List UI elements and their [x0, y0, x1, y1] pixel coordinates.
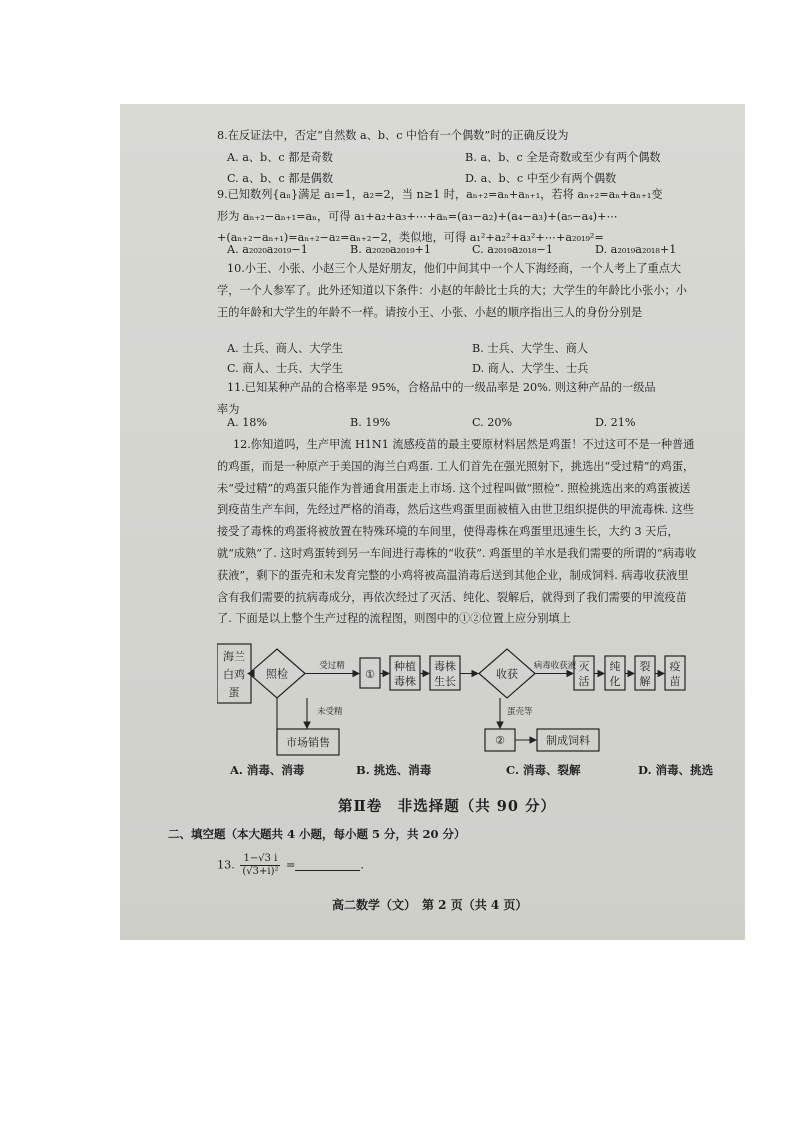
- flow-purify-l1: 纯: [609, 660, 621, 673]
- q12-option-c: C. 消毒、裂解: [506, 763, 581, 777]
- flow-harvest-label: 收获: [496, 667, 518, 681]
- flow-slot2-label: ②: [495, 734, 505, 747]
- q13-numerator: 1−√3 i: [240, 853, 280, 866]
- q9-option-c: C. a₂₀₁₉a₂₀₁₈−1: [472, 243, 553, 256]
- q8-option-a: A. a、b、c 都是奇数: [227, 151, 333, 164]
- q13-answer-blank: [295, 860, 360, 871]
- flow-slot1-label: ①: [365, 668, 375, 681]
- flow-plant-l2: 毒株: [394, 675, 416, 688]
- photo-of-exam-page: [120, 104, 745, 940]
- q9-option-b: B. a₂₀₂₀a₂₀₁₉+1: [350, 243, 432, 256]
- flow-egg-l3: 蛋: [228, 686, 240, 699]
- q11-option-a: A. 18%: [227, 416, 268, 429]
- q10-option-c: C. 商人、士兵、大学生: [227, 362, 343, 375]
- q13-fraction: [240, 853, 280, 878]
- flow-lyse-l1: 裂: [639, 660, 651, 673]
- section-2-title: 第Ⅱ卷 非选择题（共 90 分）: [338, 798, 556, 815]
- flow-plant-l1: 种植: [394, 660, 416, 673]
- q10-text: 10.小王、小张、小赵三个人是好朋友，他们中间其中一个人下海经商，一个人考上了重点大学，一个人参军了。此外还知道以下条件：小赵的年龄比士兵的大；大学生的年龄比小张小；小王的年龄和大学生的年龄不一样。请按小王、小张、小赵的顺序指出三人的身份分别是: [217, 262, 687, 319]
- q12-option-a: A. 消毒、消毒: [230, 763, 305, 777]
- q9-line3: +(aₙ₊₂−aₙ₊₁)=aₙ₊₂−a₂=aₙ₊₂−2，类似地，可得 a₁²+a₂²+a₃²+⋯+a₂₀₁₉²=: [217, 231, 604, 244]
- q13-equals: =: [286, 858, 296, 872]
- q11-option-b: B. 19%: [350, 416, 391, 429]
- q13-denominator: (√3+i)²: [242, 866, 279, 877]
- q8-option-c: C. a、b、c 都是偶数: [227, 172, 334, 185]
- flow-fertilized-label: 受过精: [319, 661, 345, 671]
- q11-line2: 率为: [217, 403, 240, 416]
- q10-option-a: A. 士兵、商人、大学生: [227, 342, 343, 355]
- flow-inactivate-l1: 灭: [578, 660, 590, 673]
- flow-lyse-l2: 解: [639, 675, 651, 688]
- q10-option-b: B. 士兵、大学生、商人: [472, 342, 589, 355]
- q12-option-d: D. 消毒、挑选: [638, 763, 714, 777]
- flow-liquid-label: 病毒收获液: [533, 661, 577, 671]
- flow-inspect-label: 照检: [266, 667, 288, 681]
- q12-option-b: B. 挑选、消毒: [356, 763, 432, 777]
- q8-option-b: B. a、b、c 全是奇数或至少有两个偶数: [465, 151, 661, 164]
- flow-grow-l2: 生长: [434, 675, 456, 688]
- q9-line1: 9.已知数列{aₙ}满足 a₁=1，a₂=2，当 n≥1 时，aₙ₊₂=aₙ+aₙ₊₁，若将 aₙ₊₂=aₙ+aₙ₊₁变: [217, 188, 663, 201]
- flow-egg-l1: 海兰: [223, 650, 245, 663]
- q11-option-d: D. 21%: [595, 416, 636, 429]
- q9-line2: 形为 aₙ₊₂−aₙ₊₁=aₙ，可得 a₁+a₂+a₃+⋯+aₙ=(a₃−a₂)+(a₄−a₃)+(a₅−a₄)+⋯: [217, 210, 618, 223]
- q13: 13. $\frac{1-√3 i}{\text{(√3+i)²}}$ = .: [217, 853, 364, 877]
- flow-feed-label: 制成饲料: [546, 734, 590, 747]
- flow-shell-label: 蛋壳等: [507, 707, 533, 717]
- q8-option-d: D. a、b、c 中至少有两个偶数: [465, 172, 617, 185]
- q10-option-d: D. 商人、大学生、士兵: [472, 362, 589, 375]
- q9-option-a: A. a₂₀₂₀a₂₀₁₉−1: [227, 243, 308, 256]
- flow-purify-l2: 化: [609, 675, 621, 688]
- q11-option-c: C. 20%: [472, 416, 513, 429]
- fill-heading: 二、填空题（本大题共 4 小题，每小题 5 分，共 20 分）: [168, 827, 466, 841]
- flow-vaccine-l1: 疫: [669, 660, 681, 673]
- q12-text: 12.你知道吗，生产甲流 H1N1 流感疫苗的最主要原材料居然是鸡蛋！不过这可不是一种普通的鸡蛋，而是一种原产于美国的海兰白鸡蛋. 工人们首先在强光照射下，挑选出“受过精”的鸡蛋，未“受过精”的鸡蛋只能作为普通食用蛋走上市场. 这个过程叫做“照检”. 照检挑选出来的鸡蛋被送到疫苗生产车间，先经过严格的消毒，然后这些鸡蛋里面被植入由世卫组织提供的甲流毒株. 这些接受了毒株的鸡蛋将被放置在特殊环境的车间里，使得毒株在鸡蛋里迅速生长，大约 3 天后，就“成熟”了. 这时鸡蛋转到另一车间进行毒株的“收获”. 鸡蛋里的羊水是我们需要的所谓的“病毒收获液”，剩下的蛋壳和未发育完整的小鸡将被高温消毒后送到其他企业，制成饲料. 病毒收获液里含有我们需要的抗病毒成分，再依次经过了灭活、纯化、裂解后，就得到了我们需要的甲流疫苗了. 下面是以上整个生产过程的流程图，则图中的①②位置上应分别填上: [217, 438, 697, 626]
- flow-egg-l2: 白鸡: [223, 668, 245, 681]
- vaccine-flowchart: [217, 638, 727, 760]
- flow-market-label: 市场销售: [286, 736, 330, 749]
- q8-stem: 8.在反证法中，否定“自然数 a、b、c 中恰有一个偶数”时的正确反设为: [217, 129, 569, 142]
- q11-line1: 11.已知某种产品的合格率是 95%，合格品中的一级品率是 20%. 则这种产品的一级品: [227, 381, 656, 394]
- flow-inactivate-l2: 活: [578, 675, 590, 688]
- flow-unfertilized-label: 未受精: [317, 707, 343, 717]
- q13-label: 13.: [217, 858, 235, 872]
- page-footer: 高二数学（文） 第 2 页（共 4 页）: [332, 898, 528, 912]
- flow-vaccine-l2: 苗: [669, 675, 681, 688]
- q9-option-d: D. a₂₀₁₉a₂₀₁₈+1: [595, 243, 677, 256]
- flow-grow-l1: 毒株: [434, 660, 456, 673]
